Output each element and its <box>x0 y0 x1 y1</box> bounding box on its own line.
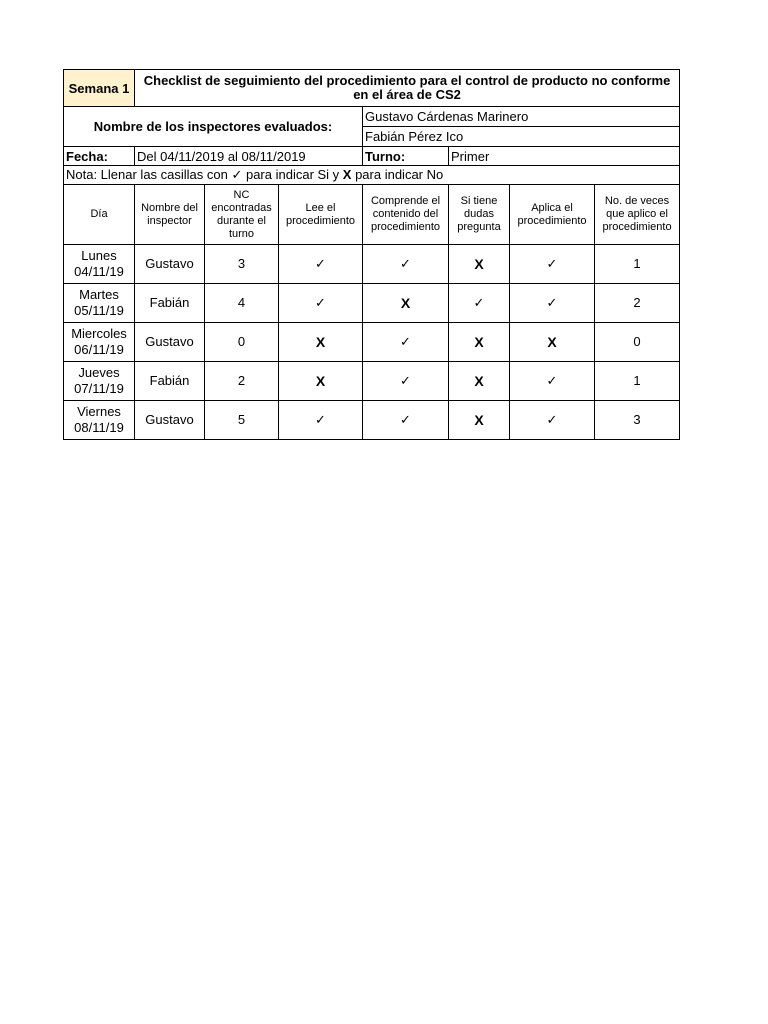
table-row <box>64 362 680 401</box>
nc-cell: 3 <box>205 245 279 284</box>
inspector-cell: Gustavo <box>135 245 205 284</box>
fecha-value: Del 04/11/2019 al 08/11/2019 <box>135 147 363 166</box>
data-rows <box>64 245 680 440</box>
inspector-cell: Gustavo <box>135 323 205 362</box>
day-name: Viernes <box>77 404 121 419</box>
inspector-cell: Fabián <box>135 284 205 323</box>
table-row <box>64 401 680 440</box>
check-mark: ✓ <box>363 323 449 362</box>
header-aplica: Aplica el procedimiento <box>510 185 595 245</box>
day-date: 06/11/19 <box>74 342 124 357</box>
inspector-name-2: Fabián Pérez Ico <box>363 127 680 147</box>
table-row <box>64 284 680 323</box>
nc-cell: 2 <box>205 362 279 401</box>
header-inspector: Nombre del inspector <box>135 185 205 245</box>
veces-cell: 1 <box>595 362 680 401</box>
day-cell <box>64 284 135 323</box>
sheet-title: Checklist de seguimiento del procedimiento para el control de producto no conforme en el área de CS2 <box>135 70 680 107</box>
check-mark: ✓ <box>510 362 595 401</box>
day-date: 07/11/19 <box>74 381 124 396</box>
table-row <box>64 323 680 362</box>
day-name: Lunes <box>81 248 117 263</box>
table-row <box>64 245 680 284</box>
turno-label: Turno: <box>363 147 449 166</box>
check-mark: ✓ <box>510 401 595 440</box>
x-mark: X <box>510 323 595 362</box>
x-mark: X <box>449 323 510 362</box>
veces-cell: 2 <box>595 284 680 323</box>
header-lee: Lee el procedimiento <box>279 185 363 245</box>
check-mark: ✓ <box>363 245 449 284</box>
veces-cell: 0 <box>595 323 680 362</box>
inspector-cell: Fabián <box>135 362 205 401</box>
note-x-mark: X <box>342 167 352 182</box>
week-label: Semana 1 <box>64 70 135 107</box>
x-mark: X <box>279 362 363 401</box>
check-mark: ✓ <box>449 284 510 323</box>
fecha-row <box>64 147 680 166</box>
header-dudas: Si tiene dudas pregunta <box>449 185 510 245</box>
inspectors-row-1 <box>64 107 680 127</box>
day-cell <box>64 245 135 284</box>
check-mark: ✓ <box>510 245 595 284</box>
day-date: 08/11/19 <box>74 420 124 435</box>
note-row <box>64 166 680 185</box>
column-header-row <box>64 185 680 245</box>
check-mark: ✓ <box>510 284 595 323</box>
x-mark: X <box>449 245 510 284</box>
veces-cell: 3 <box>595 401 680 440</box>
veces-cell: 1 <box>595 245 680 284</box>
checklist-table <box>63 69 680 440</box>
check-mark: ✓ <box>279 401 363 440</box>
note-prefix: Nota: Llenar las casillas con ✓ para indicar Si y <box>66 167 343 182</box>
day-name: Miercoles <box>71 326 127 341</box>
header-veces: No. de veces que aplico el procedimiento <box>595 185 680 245</box>
check-mark: ✓ <box>363 362 449 401</box>
check-mark: ✓ <box>279 284 363 323</box>
inspector-name-1: Gustavo Cárdenas Marinero <box>363 107 680 127</box>
day-cell <box>64 401 135 440</box>
day-cell <box>64 323 135 362</box>
header-dia: Día <box>64 185 135 245</box>
turno-value: Primer <box>449 147 680 166</box>
check-mark: ✓ <box>363 401 449 440</box>
day-date: 04/11/19 <box>74 264 124 279</box>
day-name: Martes <box>79 287 119 302</box>
fecha-label: Fecha: <box>64 147 135 166</box>
note-text <box>64 166 680 185</box>
nc-cell: 0 <box>205 323 279 362</box>
nc-cell: 4 <box>205 284 279 323</box>
nc-cell: 5 <box>205 401 279 440</box>
header-nc: NC encontradas durante el turno <box>205 185 279 245</box>
x-mark: X <box>449 362 510 401</box>
x-mark: X <box>449 401 510 440</box>
note-suffix: para indicar No <box>351 167 444 182</box>
check-mark: ✓ <box>279 245 363 284</box>
inspector-cell: Gustavo <box>135 401 205 440</box>
title-row <box>64 70 680 107</box>
inspectors-label: Nombre de los inspectores evaluados: <box>64 107 363 147</box>
x-mark: X <box>279 323 363 362</box>
header-comprende: Comprende el contenido del procedimiento <box>363 185 449 245</box>
table-body <box>64 70 680 245</box>
x-mark: X <box>363 284 449 323</box>
day-date: 05/11/19 <box>74 303 124 318</box>
day-cell <box>64 362 135 401</box>
day-name: Jueves <box>78 365 120 380</box>
